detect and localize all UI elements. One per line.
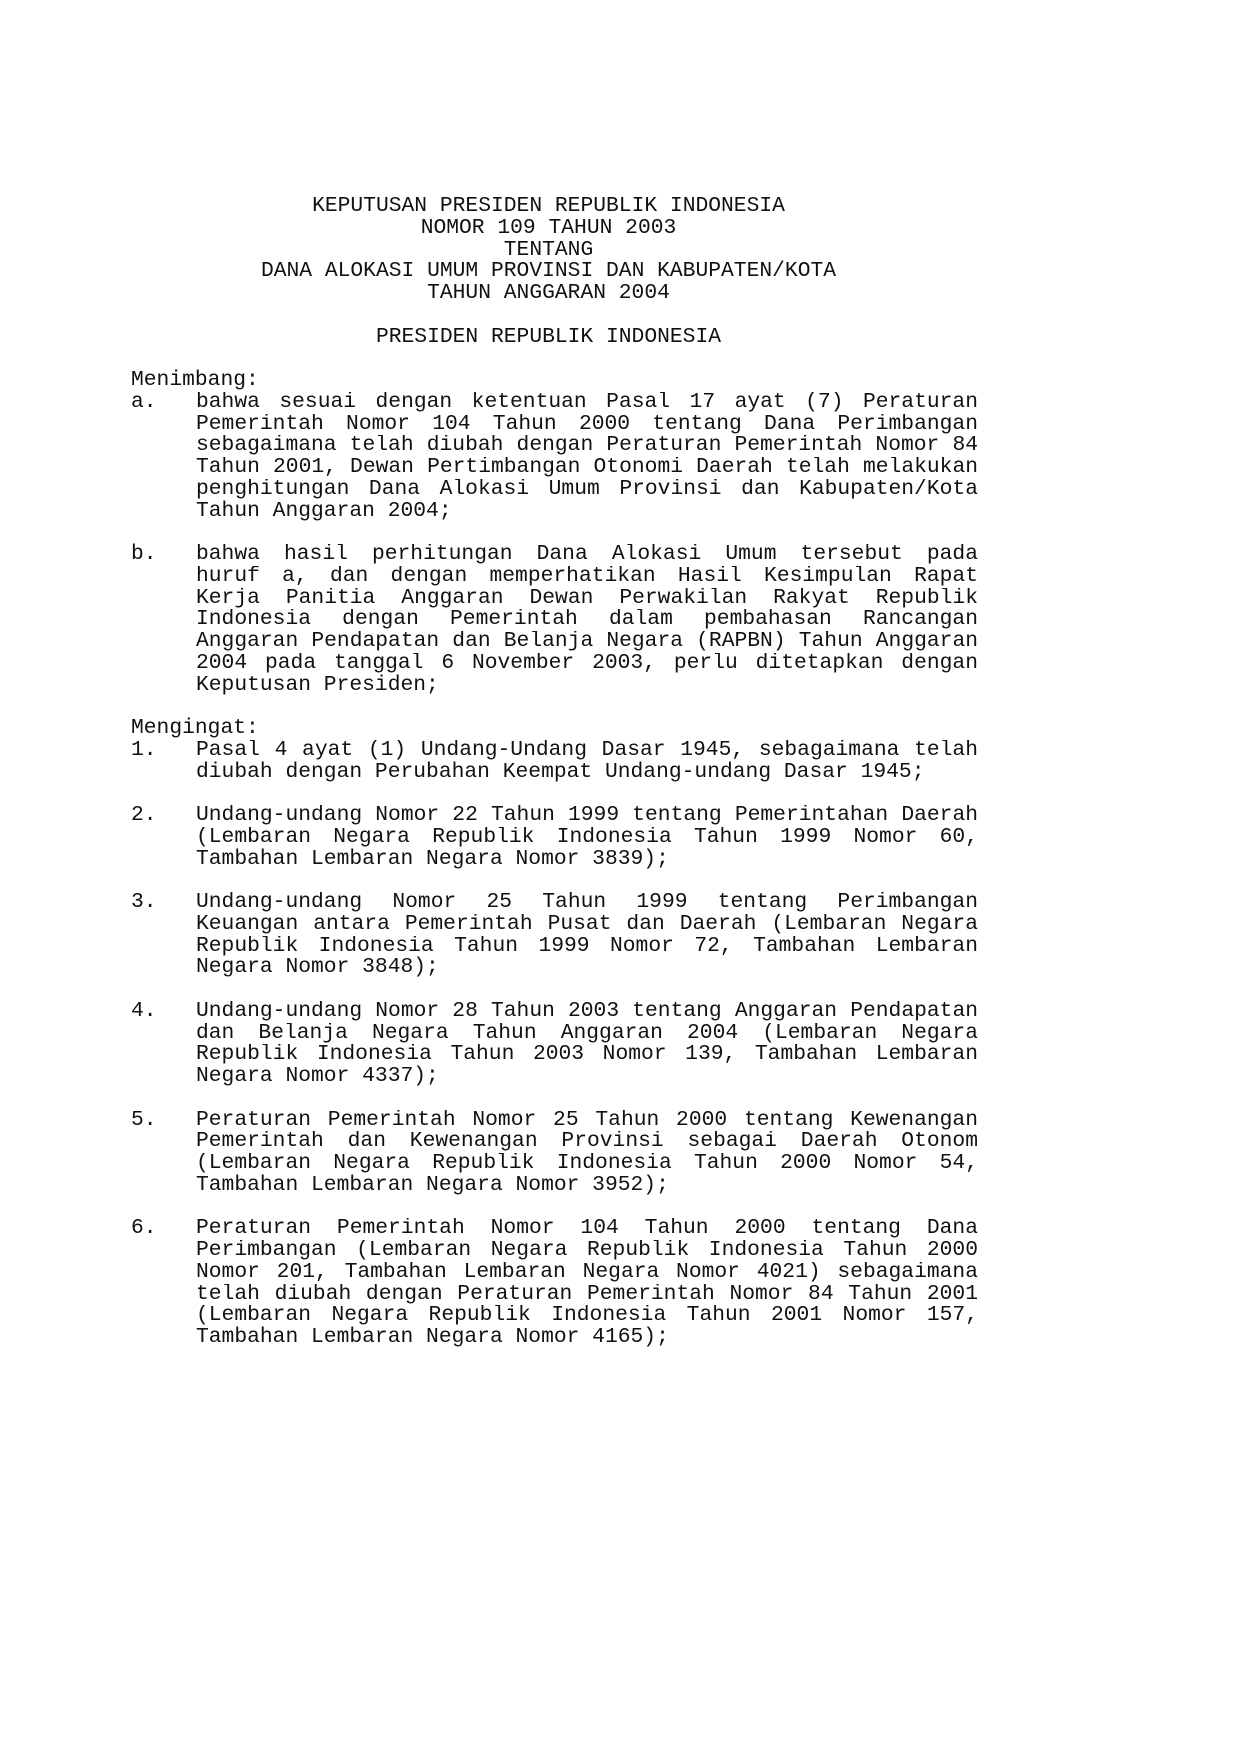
list-item [131, 1107, 978, 1197]
list-item [131, 544, 978, 696]
text-line: Negara Nomor 3848); [196, 955, 439, 980]
text-line: Republik Indonesia Tahun 1999 Nomor 72, Tambahan Lembaran [196, 935, 978, 958]
text-line: dan Belanja Negara Tahun Anggaran 2004 (Lembaran Negara [196, 1022, 978, 1045]
item-text [196, 392, 978, 523]
text-line: (Lembaran Negara Republik Indonesia Tahun 1999 Nomor 60, [196, 826, 978, 849]
title-line: TENTANG [503, 237, 594, 262]
item-text [196, 1001, 978, 1088]
item-marker: 6. [131, 1216, 157, 1241]
spacer [131, 348, 978, 370]
text-line: Tahun 2001, Dewan Pertimbangan Otonomi Daerah telah melakukan [196, 457, 978, 479]
item-text [196, 892, 978, 979]
spacer [131, 979, 978, 1001]
item-marker: 2. [131, 803, 157, 827]
list-item [131, 805, 978, 870]
text-line: Undang-undang Nomor 22 Tahun 1999 tentang Pemerintahan Daerah [196, 805, 978, 827]
item-text [196, 740, 978, 784]
item-marker: b. [131, 542, 157, 566]
text-line: Peraturan Pemerintah Nomor 104 Tahun 2000 tentang Dana [196, 1218, 978, 1240]
item-text [196, 1218, 978, 1349]
text-line: Undang-undang Nomor 28 Tahun 2003 tentang Anggaran Pendapatan [196, 1000, 978, 1023]
spacer [131, 1088, 978, 1110]
item-marker: a. [131, 389, 157, 414]
item-text [196, 805, 978, 870]
document-header [131, 196, 978, 305]
list-item [131, 389, 978, 523]
title-line: DANA ALOKASI UMUM PROVINSI DAN KABUPATEN/KOTA [260, 259, 837, 284]
spacer [131, 1197, 978, 1219]
spacer [131, 305, 978, 327]
spacer [131, 696, 978, 718]
section-label: Mengingat: [131, 716, 259, 740]
item-marker: 5. [131, 1107, 157, 1132]
item-marker: 4. [131, 998, 157, 1023]
item-text [196, 1110, 978, 1197]
text-line: bahwa hasil perhitungan Dana Alokasi Umum tersebut pada [196, 544, 978, 566]
item-marker: 1. [131, 737, 157, 762]
spacer [131, 783, 978, 805]
text-line: Keputusan Presiden; [196, 672, 439, 697]
text-line: (Lembaran Negara Republik Indonesia Tahun 2000 Nomor 54, [196, 1153, 978, 1175]
text-line: Kerja Panitia Anggaran Dewan Perwakilan Rakyat Republik [196, 587, 978, 610]
text-line: sebagaimana telah diubah dengan Peraturan Pemerintah Nomor 84 [196, 435, 978, 457]
list-item [131, 998, 978, 1088]
text-line: Pemerintah Nomor 104 Tahun 2000 tentang Dana Perimbangan [196, 413, 978, 436]
spacer [131, 870, 978, 892]
text-line: Tambahan Lembaran Negara Nomor 3839); [196, 846, 669, 871]
section-mengingat [131, 718, 978, 1349]
item-marker: 3. [131, 890, 157, 914]
item-text [196, 544, 978, 696]
spacer [131, 522, 978, 544]
text-line: Undang-undang Nomor 25 Tahun 1999 tentang Perimbangan [196, 892, 978, 914]
text-line: Indonesia dengan Pemerintah dalam pembahasan Rancangan [196, 609, 978, 631]
text-line: diubah dengan Perubahan Keempat Undang-undang Dasar 1945; [196, 759, 925, 784]
list-item [131, 892, 978, 979]
text-line: 2004 pada tanggal 6 November 2003, perlu ditetapkan dengan [196, 652, 978, 675]
text-line: Nomor 201, Tambahan Lembaran Negara Nomor 4021) sebagaimana [196, 1261, 978, 1284]
text-line: Pasal 4 ayat (1) Undang-Undang Dasar 1945, sebagaimana telah [196, 739, 978, 762]
text-line: Anggaran Pendapatan dan Belanja Negara (RAPBN) Tahun Anggaran [196, 631, 978, 653]
section-menimbang [131, 370, 978, 696]
document-page [131, 196, 978, 1349]
text-line: Perimbangan (Lembaran Negara Republik Indonesia Tahun 2000 [196, 1240, 978, 1262]
text-line: Pemerintah dan Kewenangan Provinsi sebagai Daerah Otonom [196, 1131, 978, 1153]
text-line: Peraturan Pemerintah Nomor 25 Tahun 2000 tentang Kewenangan [196, 1109, 978, 1132]
title-line: NOMOR 109 TAHUN 2003 [420, 215, 677, 240]
title-line: KEPUTUSAN PRESIDEN REPUBLIK INDONESIA [312, 194, 785, 218]
text-line: Tambahan Lembaran Negara Nomor 4165); [196, 1325, 669, 1349]
text-line: penghitungan Dana Alokasi Umum Provinsi dan Kabupaten/Kota [196, 478, 978, 501]
list-item [131, 1218, 978, 1349]
text-line: telah diubah dengan Peraturan Pemerintah Nomor 84 Tahun 2001 [196, 1283, 978, 1306]
list-item [131, 737, 978, 784]
text-line: Negara Nomor 4337); [196, 1064, 439, 1088]
issuer-heading: PRESIDEN REPUBLIK INDONESIA [375, 324, 722, 349]
title-line: TAHUN ANGGARAN 2004 [427, 281, 670, 305]
text-line: Tambahan Lembaran Negara Nomor 3952); [196, 1172, 669, 1197]
section-label: Menimbang: [131, 368, 259, 392]
document-body [131, 370, 978, 1349]
text-line: Keuangan antara Pemerintah Pusat dan Daerah (Lembaran Negara [196, 913, 978, 936]
text-line: Tahun Anggaran 2004; [196, 498, 452, 523]
text-line: (Lembaran Negara Republik Indonesia Tahun 2001 Nomor 157, [196, 1305, 978, 1327]
text-line: huruf a, dan dengan memperhatikan Hasil Kesimpulan Rapat [196, 565, 978, 588]
text-line: Republik Indonesia Tahun 2003 Nomor 139, Tambahan Lembaran [196, 1044, 978, 1066]
text-line: bahwa sesuai dengan ketentuan Pasal 17 ayat (7) Peraturan [196, 391, 978, 414]
